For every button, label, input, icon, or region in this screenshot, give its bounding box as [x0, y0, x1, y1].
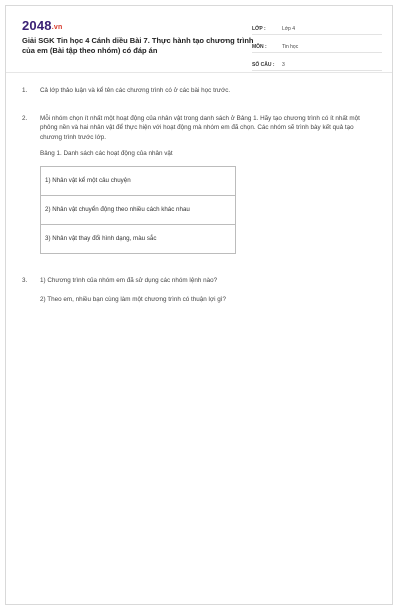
meta-row-subject — [252, 38, 382, 53]
question-3 — [22, 276, 374, 305]
table-row — [41, 195, 236, 224]
question-subitem-1: 1) Chương trình của nhóm em đã sử dụng các nhóm lệnh nào? — [40, 276, 218, 284]
activity-table — [40, 166, 236, 254]
meta-panel — [252, 20, 382, 74]
table-row — [41, 166, 236, 195]
table-cell: 2) Nhân vật chuyển động theo nhiều cách khác nhau — [41, 195, 236, 224]
meta-value-class: Lớp 4 — [282, 26, 296, 32]
meta-row-count — [252, 56, 382, 71]
question-text: Mỗi nhóm chọn ít nhất một hoạt động của nhân vật trong danh sách ở Bảng 1. Hãy tạo chương trình có ít nhất một phông nền và hai nhân vật để thực hiện với hoạt động mà nhóm em đã chọn. Các nhóm sẽ trình bày kết quả tạo chương trình trước lớp. — [40, 114, 360, 141]
question-number: 2. — [22, 114, 28, 122]
table-cell: 1) Nhân vật kể một câu chuyện — [41, 166, 236, 195]
question-text: Cả lớp thảo luận và kể tên các chương trình có ở các bài học trước. — [40, 87, 231, 94]
question-subitem-2: 2) Theo em, nhiều bạn cùng làm một chương trình có thuận lợi gì? — [40, 296, 226, 303]
meta-value-count: 3 — [282, 62, 285, 68]
page-title: Giải SGK Tin học 4 Cánh diều Bài 7. Thực hành tạo chương trình của em (Bài tập theo nhóm) có đáp án — [22, 36, 254, 55]
meta-key-subject: MÔN : — [252, 44, 267, 50]
question-2 — [22, 114, 374, 254]
question-number: 3. — [22, 276, 28, 284]
question-number: 1. — [22, 87, 28, 94]
meta-row-class — [252, 20, 382, 35]
meta-value-subject: Tin học — [282, 44, 299, 50]
table-cell: 3) Nhân vật thay đổi hình dạng, màu sắc — [41, 224, 236, 253]
question-1 — [22, 86, 374, 96]
table-row — [41, 224, 236, 253]
logo-number: 2048 — [22, 18, 52, 33]
worksheet-page — [5, 5, 393, 605]
site-logo[interactable] — [22, 18, 62, 33]
meta-key-class: LỚP : — [252, 26, 266, 32]
meta-key-count: SỐ CÂU : — [252, 62, 275, 68]
logo-suffix: .vn — [51, 24, 63, 31]
question-list — [22, 86, 374, 305]
header-divider — [6, 72, 392, 73]
table-caption: Bảng 1. Danh sách các hoạt động của nhân vật — [40, 150, 173, 157]
